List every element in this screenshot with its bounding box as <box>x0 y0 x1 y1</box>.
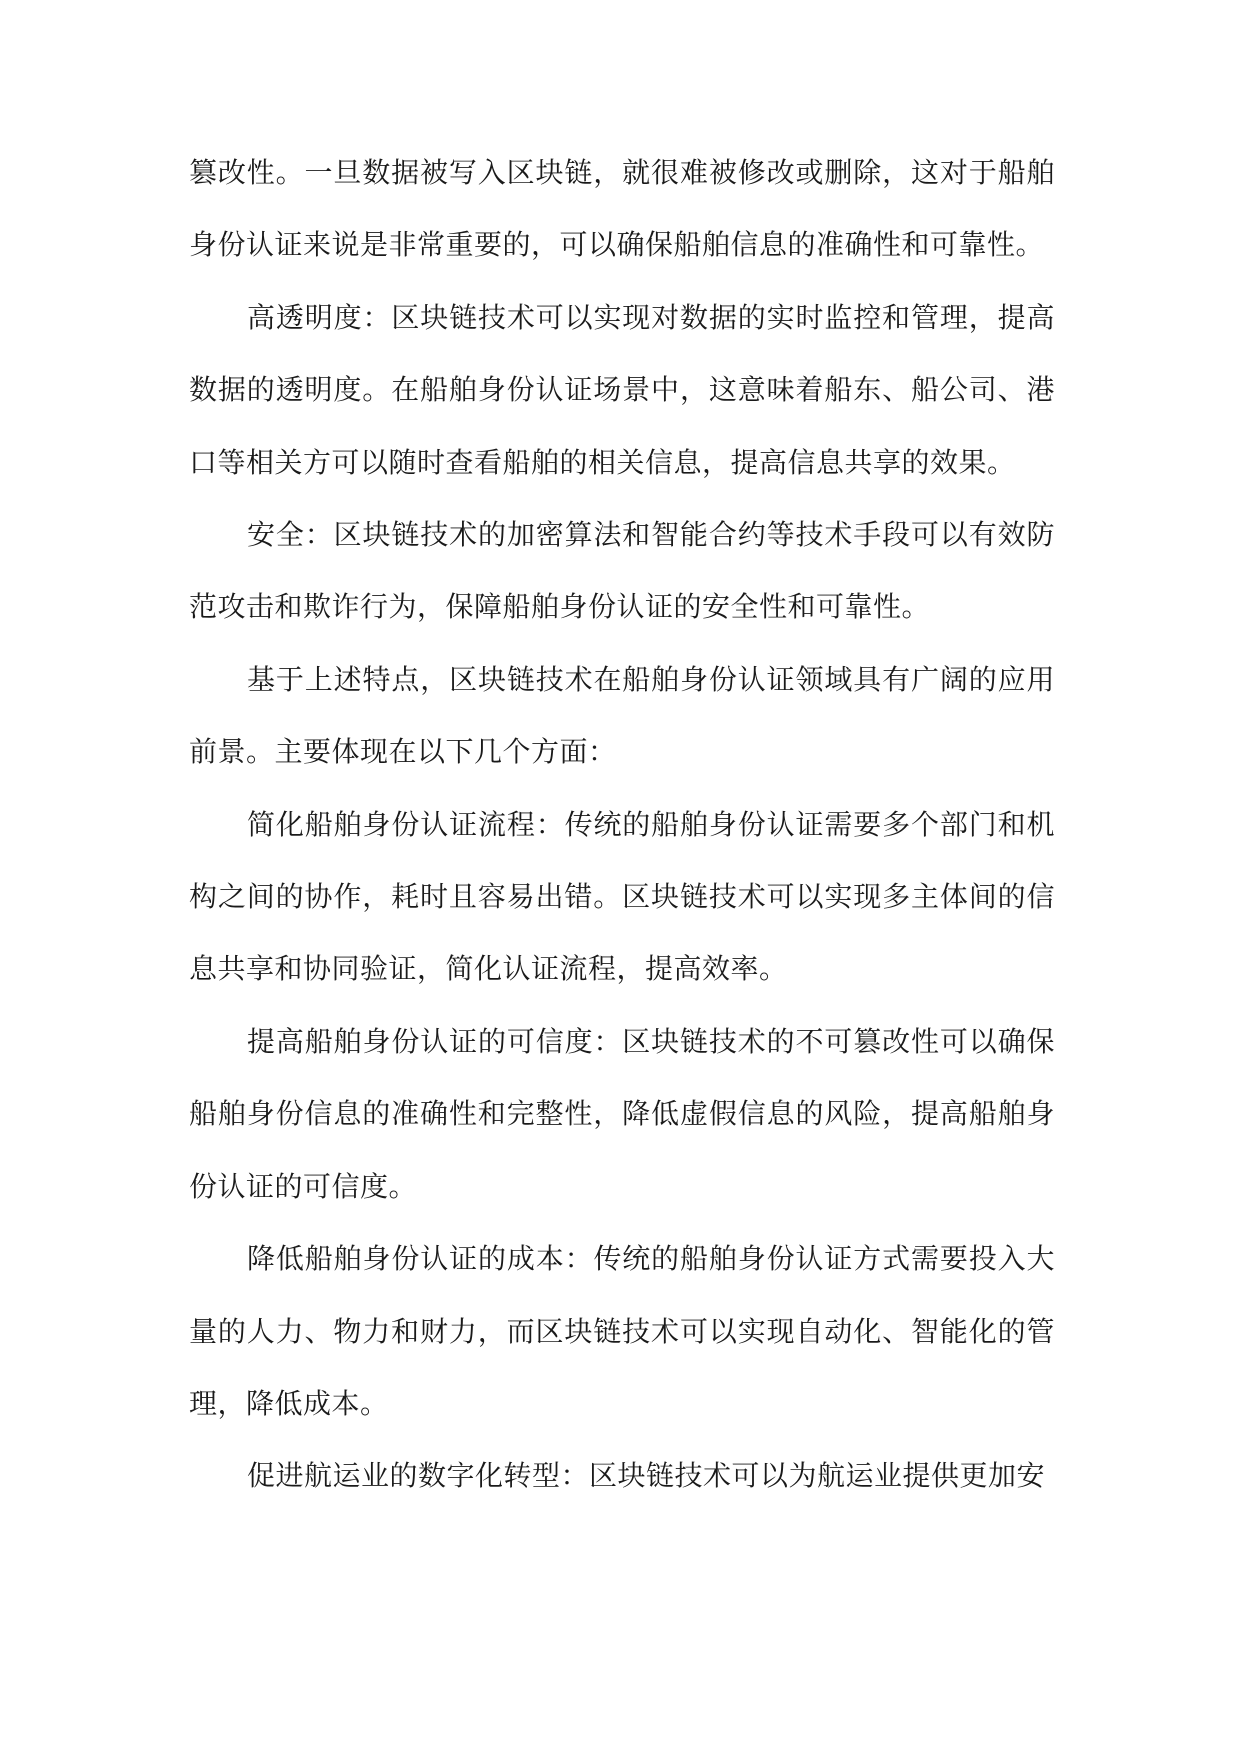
paragraph-4: 基于上述特点，区块链技术在船舶身份认证领域具有广阔的应用前景。主要体现在以下几个方面： <box>189 662 1055 769</box>
paragraph-8: 促进航运业的数字化转型：区块链技术可以为航运业提供更加安 <box>247 1459 1046 1493</box>
paragraph-2: 高透明度：区块链技术可以实现对数据的实时监控和管理，提高数据的透明度。在船舶身份认证场景中，这意味着船东、船公司、港口等相关方可以随时查看船舶的相关信息，提高信息共享的效果。 <box>189 300 1055 479</box>
paragraph-7: 降低船舶身份认证的成本：传统的船舶身份认证方式需要投入大量的人力、物力和财力，而区块链技术可以实现自动化、智能化的管理，降低成本。 <box>189 1242 1055 1420</box>
paragraph-1: 篡改性。一旦数据被写入区块链，就很难被修改或删除，这对于船舶身份认证来说是非常重要的，可以确保船舶信息的准确性和可靠性。 <box>189 156 1055 262</box>
paragraph-6: 提高船舶身份认证的可信度：区块链技术的不可篡改性可以确保船舶身份信息的准确性和完整性，降低虚假信息的风险，提高船舶身份认证的可信度。 <box>189 1024 1055 1203</box>
paragraph-5: 简化船舶身份认证流程：传统的船舶身份认证需要多个部门和机构之间的协作，耗时且容易出错。区块链技术可以实现多主体间的信息共享和协同验证，简化认证流程，提高效率。 <box>189 807 1055 986</box>
paragraph-3: 安全：区块链技术的加密算法和智能合约等技术手段可以有效防范攻击和欺诈行为，保障船舶身份认证的安全性和可靠性。 <box>189 518 1055 624</box>
document-body <box>189 137 1055 1513</box>
